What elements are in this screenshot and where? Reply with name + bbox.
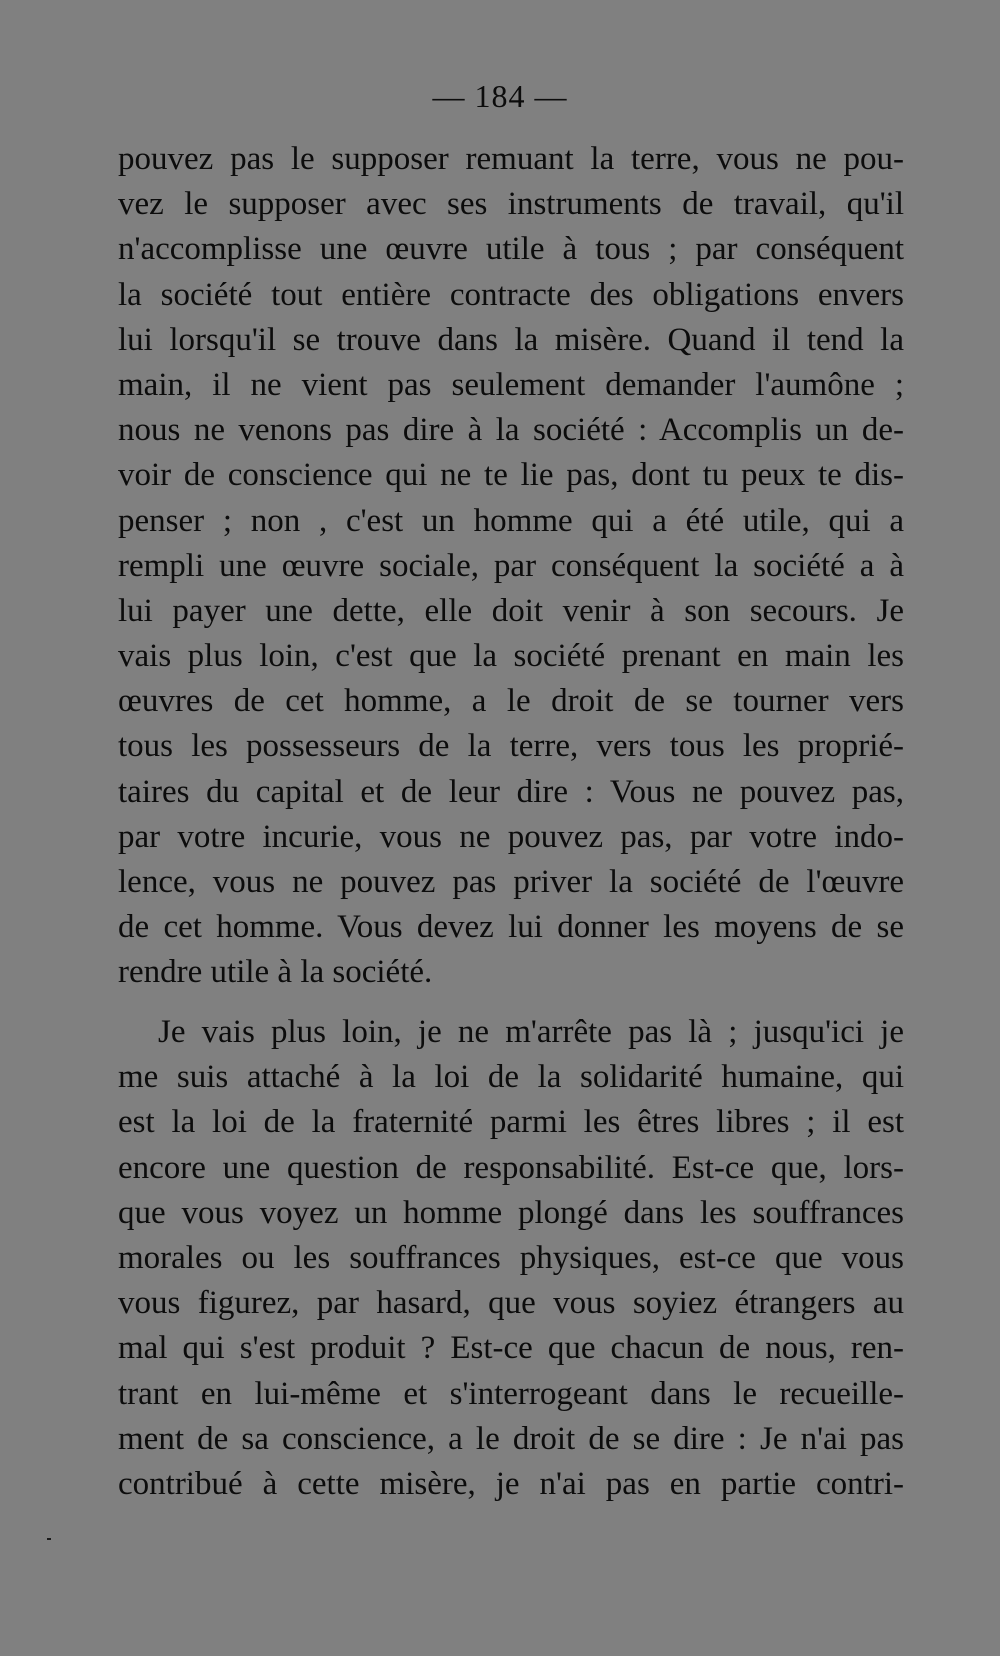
- text-line: me suis attaché à la loi de la solidarité humaine, qui: [118, 1059, 904, 1096]
- text-line: pouvez pas le supposer remuant la terre, vous ne pou-: [118, 141, 904, 177]
- text-line: est la loi de la fraternité parmi les êtres libres ; il est: [118, 1104, 904, 1141]
- text-line: la société tout entière contracte des obligations envers: [118, 276, 904, 313]
- text-line: rendre utile à la société.: [118, 954, 433, 991]
- text-line: trant en lui-même et s'interrogeant dans le recueille-: [118, 1375, 904, 1412]
- text-line: nous ne venons pas dire à la société : Accomplis un de-: [118, 412, 904, 449]
- text-line: morales ou les souffrances physiques, est-ce que vous: [118, 1239, 904, 1276]
- ink-speck: [47, 1538, 51, 1540]
- page-number: — 184 —: [432, 78, 568, 114]
- paragraph-1: [118, 137, 904, 996]
- text-line: contribué à cette misère, je n'ai pas en partie contri-: [118, 1465, 904, 1502]
- text-line: lui lorsqu'il se trouve dans la misère. Quand il tend la: [118, 321, 904, 358]
- text-line: encore une question de responsabilité. Est-ce que, lors-: [118, 1149, 904, 1186]
- text-line: que vous voyez un homme plongé dans les souffrances: [118, 1194, 904, 1231]
- text-line: vez le supposer avec ses instruments de travail, qu'il: [118, 186, 904, 223]
- text-line: par votre incurie, vous ne pouvez pas, par votre indo-: [118, 818, 904, 855]
- text-line: ment de sa conscience, a le droit de se dire : Je n'ai pas: [118, 1420, 904, 1457]
- text-line: Je vais plus loin, je ne m'arrête pas là ; jusqu'ici je: [158, 1014, 904, 1050]
- text-line: main, il ne vient pas seulement demander l'aumône ;: [118, 366, 904, 403]
- text-line: penser ; non , c'est un homme qui a été utile, qui a: [118, 502, 904, 539]
- text-line: mal qui s'est produit ? Est-ce que chacun de nous, ren-: [118, 1330, 904, 1367]
- paragraph-2: [118, 1010, 904, 1507]
- text-line: œuvres de cet homme, a le droit de se tourner vers: [118, 683, 904, 720]
- text-line: vais plus loin, c'est que la société prenant en main les: [118, 638, 904, 675]
- text-line: lui payer une dette, elle doit venir à son secours. Je: [118, 592, 904, 629]
- text-line: n'accomplisse une œuvre utile à tous ; par conséquent: [118, 231, 904, 268]
- text-line: vous figurez, par hasard, que vous soyiez étrangers au: [118, 1285, 904, 1322]
- text-line: rempli une œuvre sociale, par conséquent la société a à: [118, 547, 904, 584]
- text-line: lence, vous ne pouvez pas priver la société de l'œuvre: [118, 864, 904, 900]
- text-line: voir de conscience qui ne te lie pas, dont tu peux te dis-: [118, 457, 904, 494]
- text-line: de cet homme. Vous devez lui donner les moyens de se: [118, 909, 904, 946]
- text-line: taires du capital et de leur dire : Vous ne pouvez pas,: [118, 773, 904, 810]
- text-line: tous les possesseurs de la terre, vers tous les proprié-: [118, 728, 904, 765]
